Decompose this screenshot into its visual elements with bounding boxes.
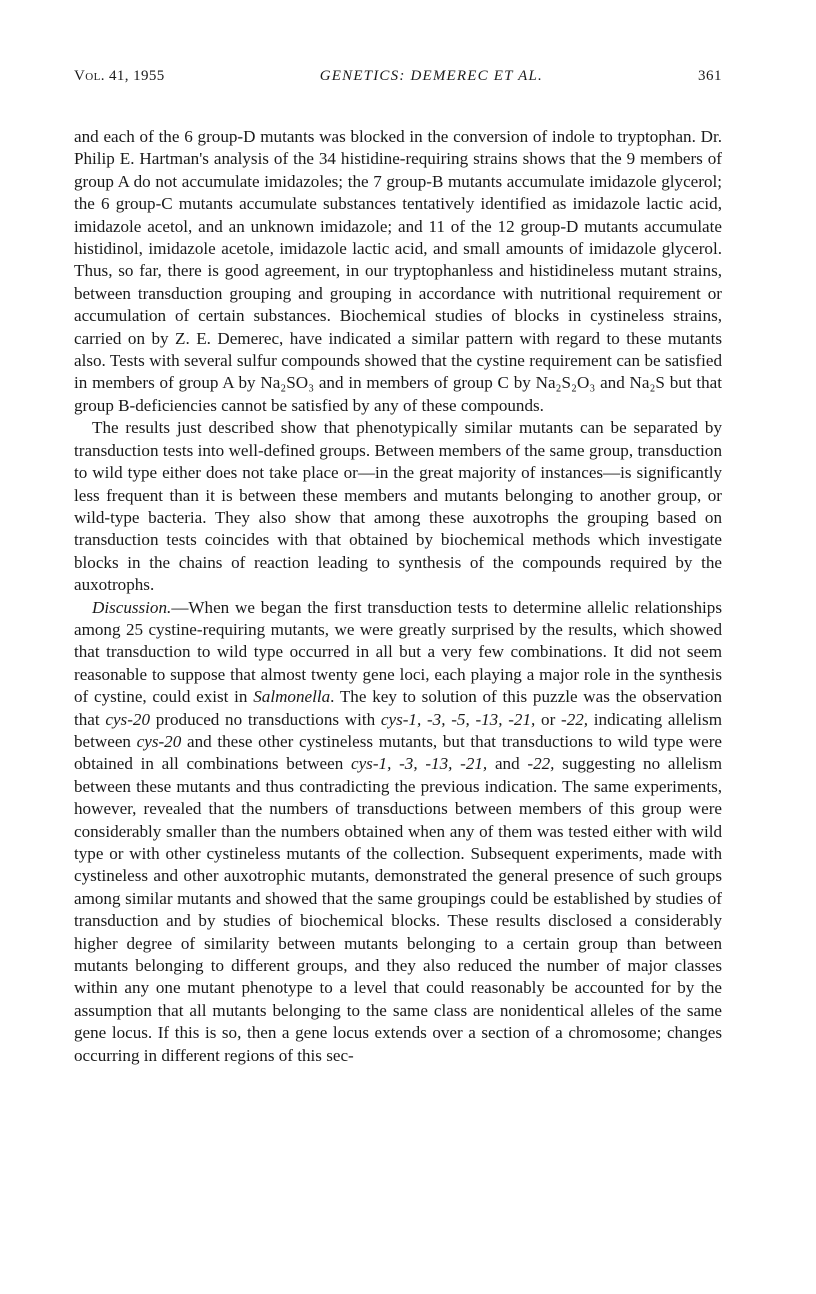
text-run: . The key to solution of this puzzle was the observation that <box>74 687 722 729</box>
text-run: or <box>535 709 561 729</box>
text-run: indicating allelism between <box>74 709 722 751</box>
gene-symbol: -22, <box>527 754 555 774</box>
gene-symbol: cys-20 <box>105 709 150 729</box>
running-title: GENETICS: DEMEREC ET AL. <box>319 68 543 84</box>
page-number: 361 <box>698 68 722 84</box>
text-run: produced no transductions with <box>150 709 381 729</box>
body-paragraph-1: and each of the 6 group-D mutants was blocked in the conversion of indole to tryptophan. Dr. Philip E. Hartman's analysis of the 34 histidine-requiring strains shows that the 9 members of group A do not accumulate imidazoles; the 7 group-B mutants accumulate imidazole glycerol; the 6 group-C mutants accumulate substances tentatively identified as imidazole lactic acid, imidazole acetol, and an unknown imidazole; and 11 of the 12 group-D mutants accumulate histidinol, imidazole acetole, imidazole lactic acid, and small amounts of imidazole glycerol. Thus, so far, there is good agreement, in our tryptophanless and histidineless mutant strains, between transduction grouping and grouping in accordance with nutritional requirement or accumulation of certain substances. Biochemical studies of blocks in cystineless strains, carried on by Z. E. Demerec, have indicated a similar pattern with regard to these mutants also. Tests with several sulfur compounds showed that the cystine requirement can be satisfied in members of group A by Na₂SO₃ and in members of group C by Na₂S₂O₃ and Na₂S but that group B-deficiencies cannot be satisfied by any of these compounds. <box>74 127 722 415</box>
organism-name: Salmonella <box>253 687 331 707</box>
gene-symbol: cys-1, -3, -13, -21, <box>351 754 488 774</box>
running-header <box>74 68 722 90</box>
gene-symbol: cys-1, -3, -5, -13, -21, <box>380 709 536 729</box>
text-run: and <box>487 754 528 774</box>
text-run: suggesting no allelism between these mutants and thus contradicting the previous indication. The same experiments, however, revealed that the numbers of transductions between members of this group were considerably smaller than the numbers obtained when any of them was tested either with wild type or with other cystineless mutants of the collection. Subsequent experiments, made with cystineless and other auxotrophic mutants, demonstrated the general presence of such groups among similar mutants and showed that the same groupings could be established by studies of transduction and by studies of biochemical blocks. These results disclosed a considerably higher degree of similarity between mutants belonging to a certain group than between mutants belonging to different groups, and they also reduced the number of major classes within any one mutant phenotype to a level that could reasonably be accounted for by the assumption that all mutants belonging to the same class are nonidentical alleles of the same gene locus. If this is so, then a gene locus extends over a section of a chromosome; changes occurring in different regions of this sec- <box>74 754 722 1065</box>
discussion-paragraph <box>74 597 722 1068</box>
volume-label: Vol. 41, 1955 <box>74 68 165 84</box>
text-run: and these other cystineless mutants, but that transductions to wild type were obtained in all combinations between <box>74 731 722 774</box>
body-paragraph-2: The results just described show that phenotypically similar mutants can be separated by transduction tests into well-defined groups. Between members of the same group, transduction to wild type either does not take place or—in the great majority of instances—is significantly less frequent than it is between these members and mutants belonging to another group, or wild-type bacteria. They also show that among these auxotrophs the grouping based on transduction tests coincides with that obtained by biochemical methods which investigate blocks in the chains of reaction leading to synthesis of the compounds required by the auxotrophs. <box>74 418 722 595</box>
gene-symbol: cys-20 <box>136 731 182 751</box>
gene-symbol: -22, <box>561 709 589 729</box>
section-heading-discussion: Discussion. <box>92 597 172 617</box>
journal-page <box>74 68 722 1067</box>
text-run: —When we began the first transduction tests to determine allelic relationships among 25 cystine-requiring mutants, we were greatly surprised by the results, which showed that transduction to wild type occurred in all but a very few combinations. It did not seem reasonable to suppose that almost twenty gene loci, each playing a major role in the synthesis of cystine, could exist in <box>74 597 722 707</box>
